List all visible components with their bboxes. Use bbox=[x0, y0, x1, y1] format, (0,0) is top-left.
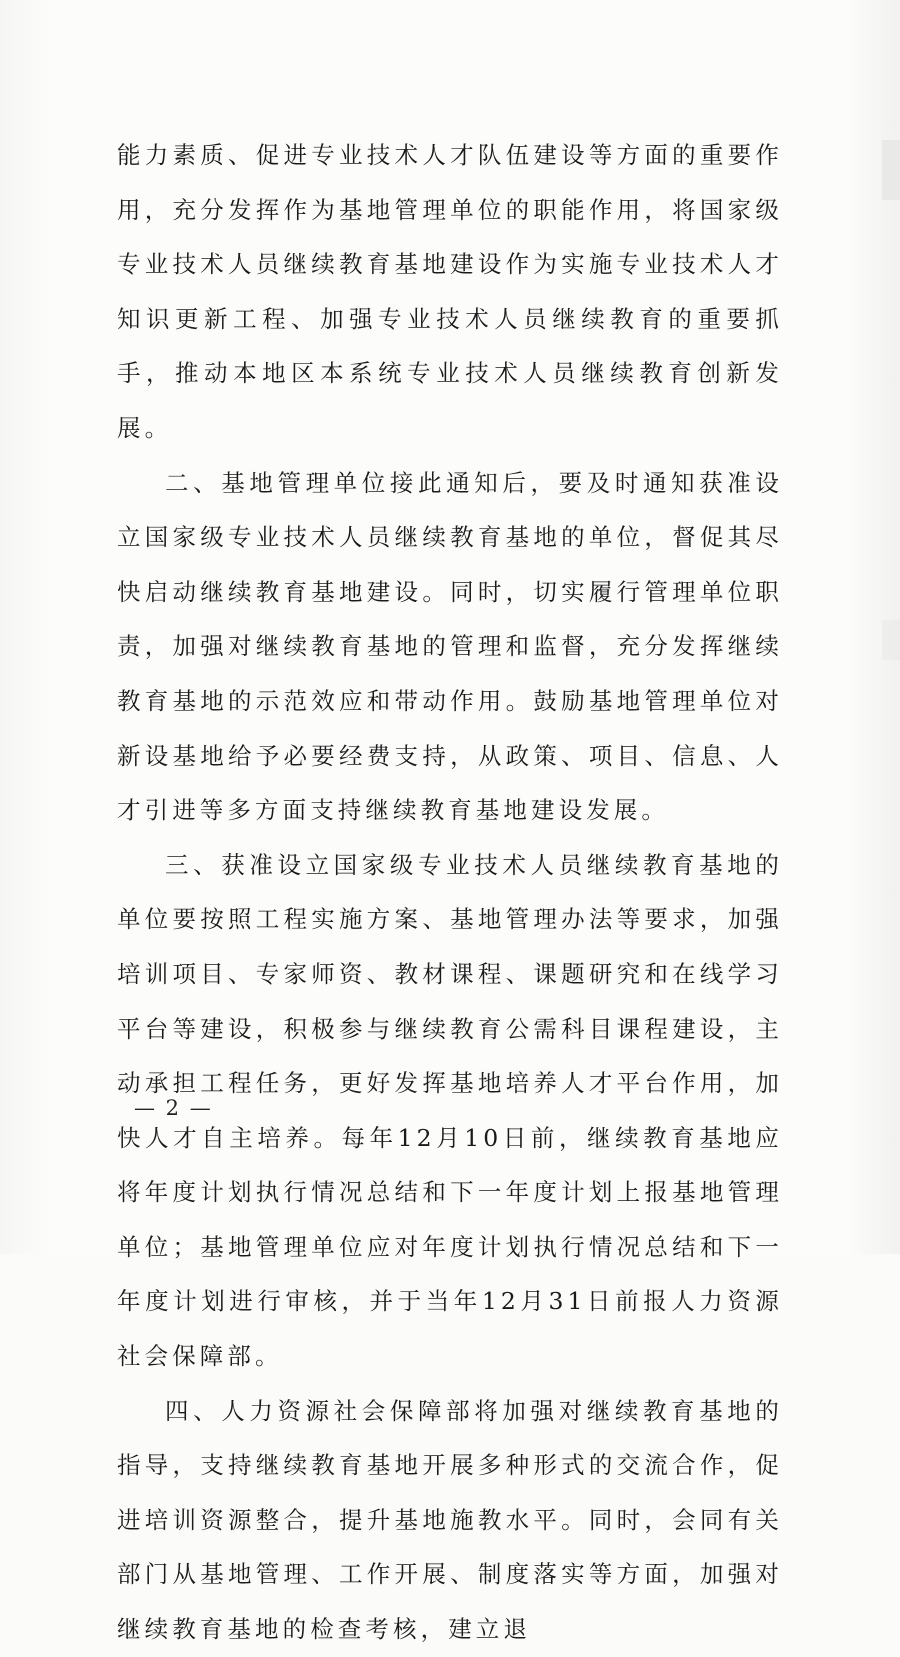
paragraph-item-2: 二、基地管理单位接此通知后，要及时通知获准设立国家级专业技术人员继续教育基地的单位，督促其尽快启动继续教育基地建设。同时，切实履行管理单位职责，加强对继续教育基地的管理和监督，充分发挥继续教育基地的示范效应和带动作用。鼓励基地管理单位对新设基地给予必要经费支持，从政策、项目、信息、人才引进等多方面支持继续教育基地建设发展。 bbox=[117, 468, 783, 825]
paragraph-item-3: 三、获准设立国家级专业技术人员继续教育基地的单位要按照工程实施方案、基地管理办法等要求，加强培训项目、专家师资、教材课程、课题研究和在线学习平台等建设，积极参与继续教育公需科目课程建设，主动承担工程任务，更好发挥基地培养人才平台作用，加快人才自主培养。每年12月10日前，继续教育基地应将年度计划执行情况总结和下一年度计划上报基地管理单位；基地管理单位应对年度计划执行情况总结和下一年度计划进行审核，并于当年12月31日前报人力资源社会保障部。 bbox=[117, 850, 783, 1371]
document-body bbox=[117, 128, 783, 1657]
scan-edge-shadow bbox=[882, 140, 900, 200]
page-number: — 2 — bbox=[134, 1096, 213, 1120]
paragraph-item-4: 四、人力资源社会保障部将加强对继续教育基地的指导，支持继续教育基地开展多种形式的交流合作，促进培训资源整合，提升基地施教水平。同时，会同有关部门从基地管理、工作开展、制度落实等方面，加强对继续教育基地的检查考核，建立退 bbox=[117, 1396, 783, 1644]
scan-edge-shadow bbox=[882, 620, 900, 660]
paragraph-continuation: 能力素质、促进专业技术人才队伍建设等方面的重要作用，充分发挥作为基地管理单位的职能作用，将国家级专业技术人员继续教育基地建设作为实施专业技术人才知识更新工程、加强专业技术人员继续教育的重要抓手，推动本地区本系统专业技术人员继续教育创新发展。 bbox=[117, 141, 783, 442]
